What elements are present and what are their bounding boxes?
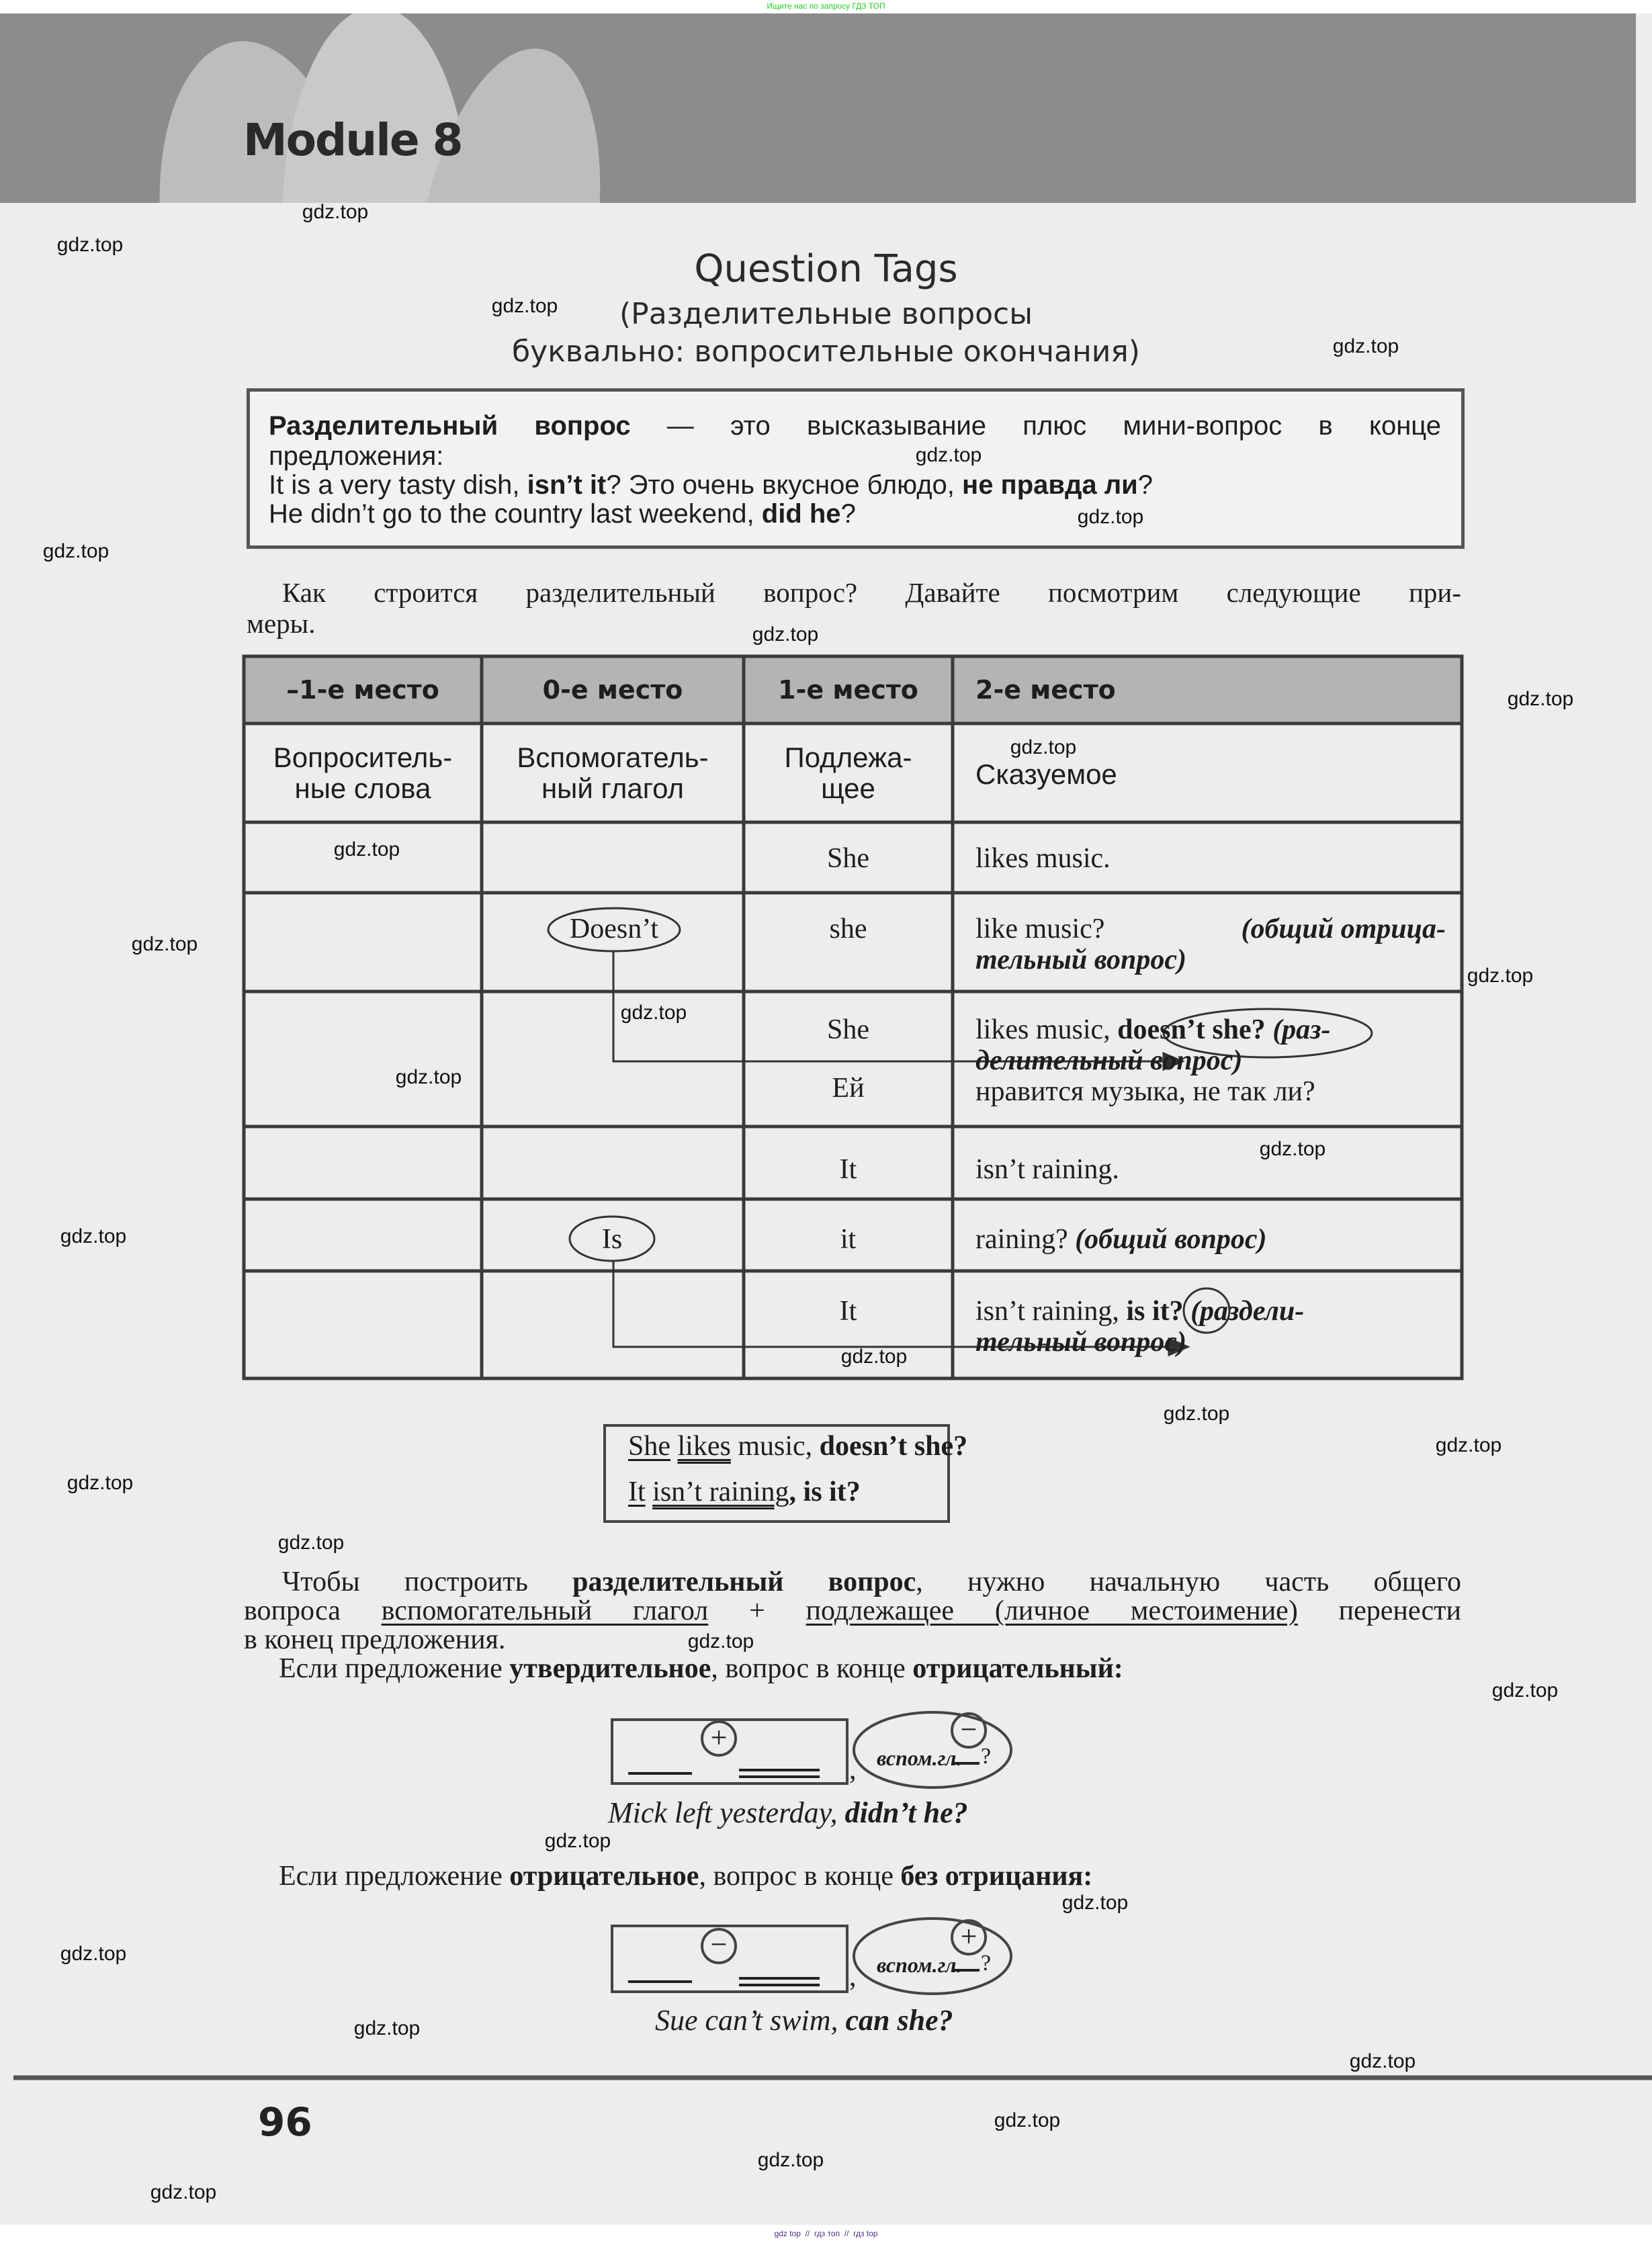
question-mark: ? <box>981 1744 992 1769</box>
watermark-text: gdz.top <box>56 234 124 256</box>
watermark-text: gdz.top <box>1332 335 1399 357</box>
rule-negative: Если предложение отрицательное, вопрос в конце без отрицания: <box>279 1861 1093 1892</box>
rule-line-2: вопроса вспомогательный глагол + подлежащее (личное местоимение) перенести <box>244 1595 1461 1626</box>
rule-line-1: Чтобы построить разделительный вопрос, нужно начальную часть общего <box>282 1567 1461 1597</box>
watermark-text: gdz.top <box>1467 965 1534 987</box>
table-cell: likes music. <box>975 843 1111 874</box>
watermark-text: gdz.top <box>1507 688 1574 710</box>
table-header: 0-е место <box>542 675 683 705</box>
plus-sign-icon: + <box>710 1721 728 1754</box>
definition-term: Разделительный вопрос <box>269 411 631 441</box>
watermark-text: gdz.top <box>1010 736 1077 758</box>
table-cell: isn’t raining. <box>975 1154 1119 1185</box>
table-cell: Подлежа- щее <box>784 742 912 804</box>
watermark-text: gdz.top <box>491 295 558 317</box>
watermark-text: gdz.top <box>994 2109 1061 2131</box>
watermark-text: gdz.top <box>302 201 369 223</box>
watermark-text: gdz.top <box>840 1346 908 1368</box>
table-cell: Сказуемое <box>975 758 1117 790</box>
table-header: –1-е место <box>286 675 439 705</box>
table-cell: raining? (общий вопрос) <box>975 1224 1267 1255</box>
summary-line-1: She likes music, doesn’t she? <box>628 1431 968 1462</box>
table-cell: likes music, doesn’t she? (раз- делительный вопрос) нравится музыка, не так ли? <box>975 1014 1331 1107</box>
page-subtitle-2: буквально: вопросительные окончания) <box>512 335 1140 369</box>
table-cell: Вспомогатель- ный глагол <box>517 742 709 804</box>
watermark-text: gdz.top <box>1491 1679 1559 1702</box>
diagram1-example: Mick left yesterday, didn’t he? <box>608 1796 968 1829</box>
intro-line-2: меры. <box>247 608 316 639</box>
aux-verb-label: вспом.гл. <box>877 1746 962 1770</box>
page-title: Question Tags <box>694 247 958 291</box>
table-cell-aux: Is <box>601 1224 623 1255</box>
minus-sign-icon: − <box>710 1928 728 1961</box>
watermark-text: gdz.top <box>757 2149 824 2171</box>
watermark-text: gdz.top <box>42 540 110 562</box>
table-cell: isn’t raining, is it? (раздели- тельный вопрос) <box>975 1296 1305 1358</box>
table-header: 1-е место <box>778 675 918 705</box>
top-search-note: Ищите нас по запросу ГДЗ ТОП <box>767 1 885 11</box>
watermark-text: gdz.top <box>915 444 982 466</box>
table-cell: like music? (общий отрица- тельный вопрос) <box>975 914 1446 975</box>
page-number: 96 <box>258 2099 312 2145</box>
watermark-text: gdz.top <box>60 1225 127 1247</box>
table-cell: she <box>829 914 867 944</box>
watermark-text: gdz.top <box>60 1943 127 1965</box>
definition-text: — это высказывание плюс мини-вопрос в конце <box>630 411 1441 441</box>
rule-positive: Если предложение утвердительное, вопрос в конце отрицательный: <box>279 1653 1123 1684</box>
watermark-text: gdz.top <box>333 838 400 861</box>
watermark-text: gdz.top <box>544 1830 611 1852</box>
watermark-text: gdz.top <box>353 2017 421 2039</box>
watermark-text: gdz.top <box>1435 1434 1502 1456</box>
watermark-text: gdz.top <box>67 1472 134 1494</box>
table-header: 2-е место <box>975 675 1116 705</box>
definition-line-2: предложения: <box>269 441 444 471</box>
watermark-text: gdz.top <box>277 1532 345 1554</box>
table-cell: It <box>839 1154 857 1185</box>
question-mark: ? <box>981 1951 992 1976</box>
plus-sign-icon: + <box>960 1920 977 1953</box>
watermark-text: gdz.top <box>687 1630 754 1653</box>
watermark-text: gdz.top <box>1259 1138 1326 1160</box>
diagram-comma: , <box>849 1962 857 1992</box>
table-cell: It <box>839 1296 857 1327</box>
minus-sign-icon: − <box>960 1713 977 1746</box>
table-cell: She <box>827 843 869 874</box>
table-cell-aux: Doesn’t <box>569 914 659 944</box>
intro-line-1: Как строится разделительный вопрос? Давайте посмотрим следующие при- <box>282 577 1461 608</box>
watermark-text: gdz.top <box>1349 2050 1416 2072</box>
table-cell: She <box>827 1014 869 1045</box>
watermark-text: gdz.top <box>1163 1403 1230 1425</box>
watermark-text: gdz.top <box>1077 506 1144 528</box>
watermark-text: gdz.top <box>752 623 819 646</box>
watermark-text: gdz.top <box>1061 1892 1129 1914</box>
watermark-text: gdz.top <box>620 1002 687 1024</box>
watermark-text: gdz.top <box>150 2181 217 2203</box>
table-cell: Вопроситель- ные слова <box>273 742 453 804</box>
definition-example-1: It is a very tasty dish, isn’t it? Это очень вкусное блюдо, не правда ли? <box>269 470 1153 500</box>
definition-example-2: He didn’t go to the country last weekend, did he? <box>269 499 856 529</box>
summary-line-2: It isn’t raining, is it? <box>628 1477 861 1507</box>
footer-links[interactable]: gdz top // гдз топ // гдз top <box>774 2229 878 2238</box>
diagram-comma: , <box>849 1755 857 1786</box>
diagram2-example: Sue can’t swim, can she? <box>655 2004 953 2037</box>
table-cell: it <box>840 1224 857 1255</box>
table-cell: Ей <box>832 1073 865 1104</box>
watermark-text: gdz.top <box>131 933 198 955</box>
watermark-text: gdz.top <box>395 1066 462 1088</box>
page-subtitle: (Разделительные вопросы <box>619 297 1033 331</box>
module-title: Module 8 <box>243 114 462 166</box>
aux-verb-label: вспом.гл. <box>877 1953 962 1977</box>
rule-line-3: в конец предложения. <box>244 1624 506 1655</box>
